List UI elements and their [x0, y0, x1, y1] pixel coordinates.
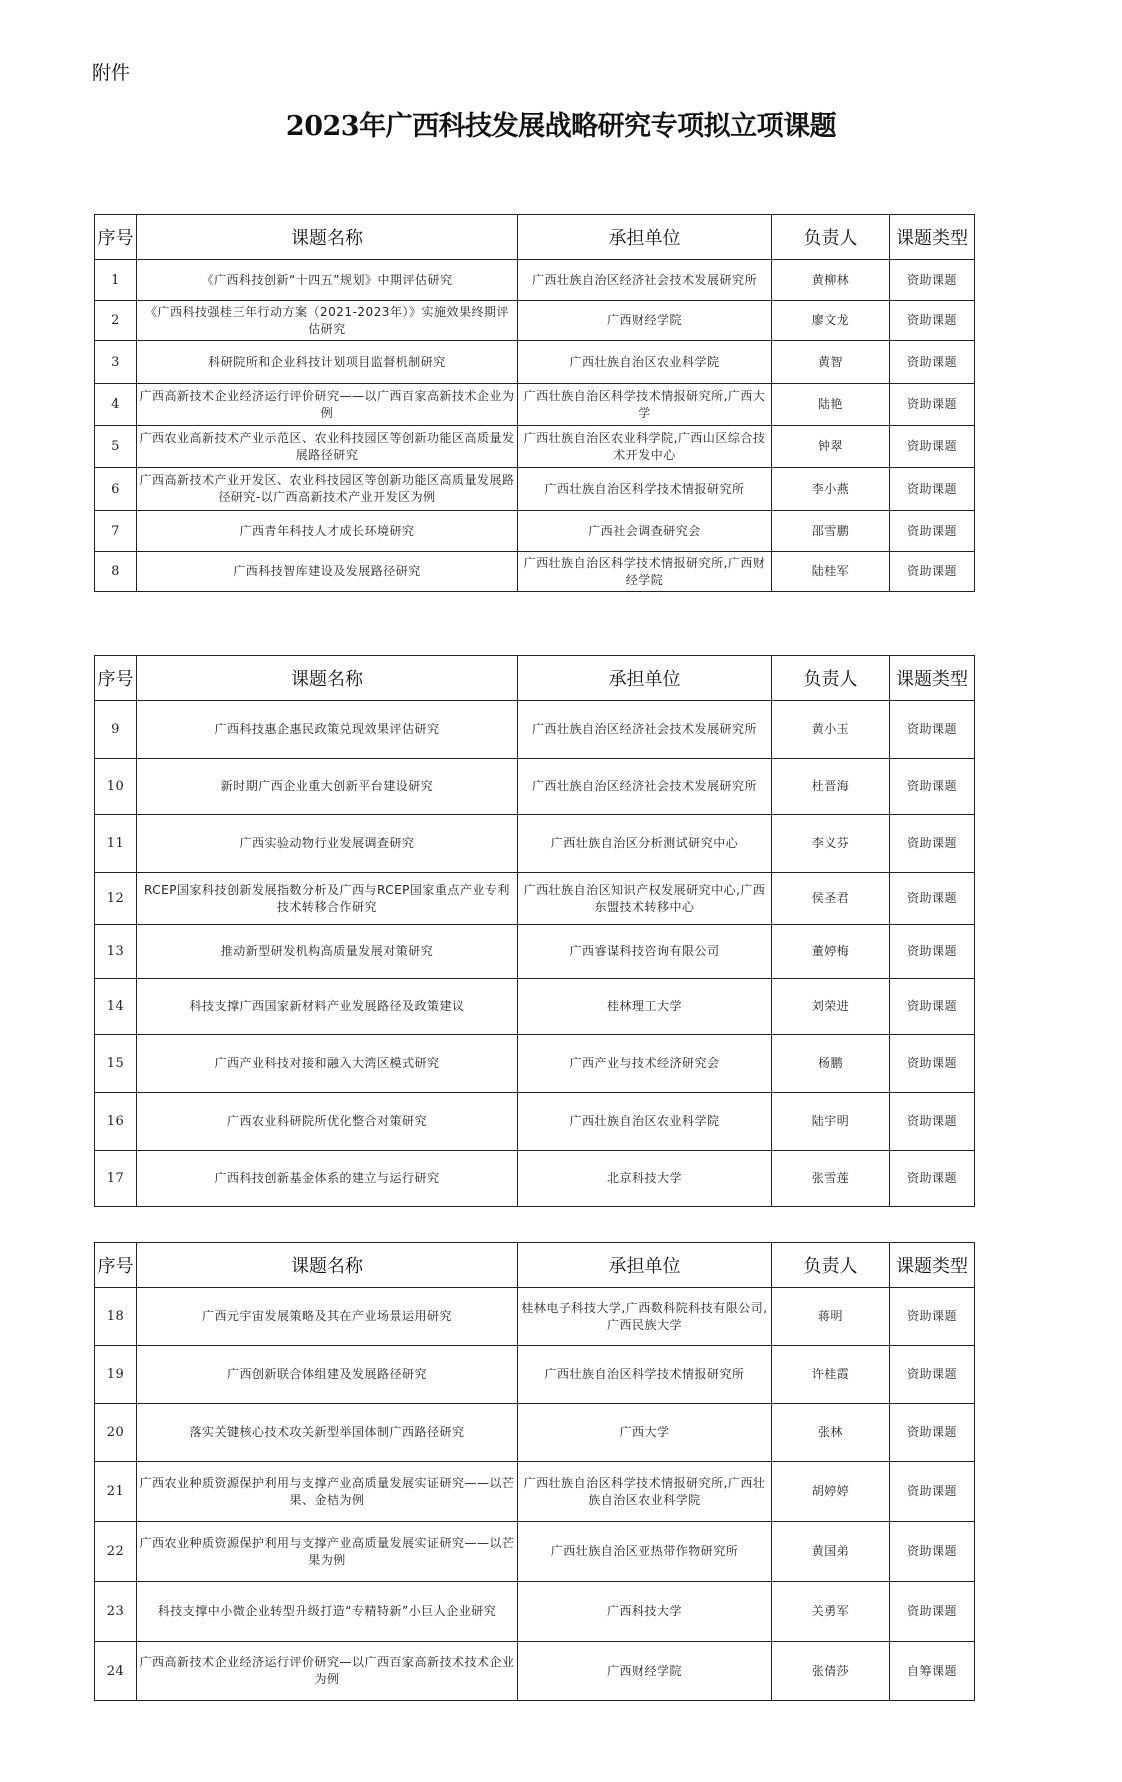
row-number: 10: [95, 759, 137, 815]
project-name: 科技支撑中小微企业转型升级打造“专精特新”小巨人企业研究: [137, 1582, 518, 1642]
project-type: 资助课题: [890, 1035, 975, 1093]
project-table-3: [94, 1242, 975, 1701]
table-row: [95, 759, 975, 815]
project-name: 广西农业种质资源保护利用与支撑产业高质量发展实证研究——以芒果、金桔为例: [137, 1462, 518, 1522]
table-row: [95, 1346, 975, 1404]
header-name: 课题名称: [137, 656, 518, 701]
project-type: 自筹课题: [890, 1642, 975, 1701]
row-number: 5: [95, 426, 137, 468]
row-number: 18: [95, 1288, 137, 1346]
project-leader: 黄国弟: [772, 1522, 890, 1582]
project-unit: 广西财经学院: [518, 1642, 772, 1701]
row-number: 7: [95, 511, 137, 552]
project-unit: 桂林电子科技大学,广西数科院科技有限公司,广西民族大学: [518, 1288, 772, 1346]
row-number: 20: [95, 1404, 137, 1462]
project-type: 资助课题: [890, 552, 975, 592]
project-leader: 蒋明: [772, 1288, 890, 1346]
project-unit: 广西壮族自治区经济社会技术发展研究所: [518, 759, 772, 815]
project-type: 资助课题: [890, 1404, 975, 1462]
header-unit: 承担单位: [518, 1243, 772, 1288]
project-leader: 陆桂军: [772, 552, 890, 592]
project-type: 资助课题: [890, 511, 975, 552]
row-number: 6: [95, 468, 137, 511]
project-leader: 黄智: [772, 341, 890, 384]
project-name: 科技支撑广西国家新材料产业发展路径及政策建议: [137, 979, 518, 1035]
table-row: [95, 1151, 975, 1207]
row-number: 15: [95, 1035, 137, 1093]
header-leader: 负责人: [772, 656, 890, 701]
project-unit: 广西壮族自治区科学技术情报研究所: [518, 1346, 772, 1404]
row-number: 14: [95, 979, 137, 1035]
project-leader: 黄柳林: [772, 260, 890, 301]
project-unit: 广西壮族自治区分析测试研究中心: [518, 815, 772, 873]
project-unit: 广西财经学院: [518, 301, 772, 341]
table-row: [95, 1288, 975, 1346]
project-unit: 广西社会调查研究会: [518, 511, 772, 552]
project-type: 资助课题: [890, 384, 975, 426]
table-row: [95, 1093, 975, 1151]
project-type: 资助课题: [890, 1462, 975, 1522]
project-name: 《广西科技强桂三年行动方案（2021-2023年）》实施效果终期评估研究: [137, 301, 518, 341]
header-no: 序号: [95, 656, 137, 701]
row-number: 24: [95, 1642, 137, 1701]
project-leader: 张林: [772, 1404, 890, 1462]
row-number: 4: [95, 384, 137, 426]
project-unit: 广西壮族自治区知识产权发展研究中心,广西东盟技术转移中心: [518, 873, 772, 925]
project-name: 广西元宇宙发展策略及其在产业场景运用研究: [137, 1288, 518, 1346]
table-row: [95, 1404, 975, 1462]
row-number: 8: [95, 552, 137, 592]
table-row: [95, 1035, 975, 1093]
table-row: [95, 979, 975, 1035]
project-unit: 广西壮族自治区农业科学院,广西山区综合技术开发中心: [518, 426, 772, 468]
project-unit: 广西壮族自治区科学技术情报研究所: [518, 468, 772, 511]
project-type: 资助课题: [890, 301, 975, 341]
header-type: 课题类型: [890, 656, 975, 701]
project-leader: 邵雪鹏: [772, 511, 890, 552]
table-row: [95, 701, 975, 759]
project-type: 资助课题: [890, 1522, 975, 1582]
project-name: 广西实验动物行业发展调查研究: [137, 815, 518, 873]
table-row: [95, 552, 975, 592]
project-type: 资助课题: [890, 701, 975, 759]
project-type: 资助课题: [890, 468, 975, 511]
project-type: 资助课题: [890, 341, 975, 384]
project-leader: 陆宇明: [772, 1093, 890, 1151]
row-number: 23: [95, 1582, 137, 1642]
header-unit: 承担单位: [518, 215, 772, 260]
project-name: 推动新型研发机构高质量发展对策研究: [137, 925, 518, 979]
table-row: [95, 384, 975, 426]
project-name: 广西高新技术产业开发区、农业科技园区等创新功能区高质量发展路径研究-以广西高新技术产业开发区为例: [137, 468, 518, 511]
table-row: [95, 1522, 975, 1582]
row-number: 1: [95, 260, 137, 301]
table-row: [95, 1462, 975, 1522]
project-name: 科研院所和企业科技计划项目监督机制研究: [137, 341, 518, 384]
project-leader: 董婷梅: [772, 925, 890, 979]
table-row: [95, 873, 975, 925]
project-unit: 广西科技大学: [518, 1582, 772, 1642]
project-name: 《广西科技创新“十四五”规划》中期评估研究: [137, 260, 518, 301]
project-unit: 广西壮族自治区农业科学院: [518, 1093, 772, 1151]
header-name: 课题名称: [137, 215, 518, 260]
table-row: [95, 1642, 975, 1701]
project-unit: 广西壮族自治区经济社会技术发展研究所: [518, 260, 772, 301]
project-name: 广西科技惠企惠民政策兑现效果评估研究: [137, 701, 518, 759]
row-number: 19: [95, 1346, 137, 1404]
project-leader: 杨鹏: [772, 1035, 890, 1093]
project-name: 落实关键核心技术攻关新型举国体制广西路径研究: [137, 1404, 518, 1462]
project-unit: 广西产业与技术经济研究会: [518, 1035, 772, 1093]
project-unit: 广西大学: [518, 1404, 772, 1462]
project-unit: 广西壮族自治区亚热带作物研究所: [518, 1522, 772, 1582]
project-name: 广西科技创新基金体系的建立与运行研究: [137, 1151, 518, 1207]
project-name: 广西农业高新技术产业示范区、农业科技园区等创新功能区高质量发展路径研究: [137, 426, 518, 468]
row-number: 9: [95, 701, 137, 759]
header-no: 序号: [95, 215, 137, 260]
table-row: [95, 1582, 975, 1642]
row-number: 22: [95, 1522, 137, 1582]
table-row: [95, 341, 975, 384]
row-number: 2: [95, 301, 137, 341]
project-type: 资助课题: [890, 979, 975, 1035]
project-unit: 广西壮族自治区经济社会技术发展研究所: [518, 701, 772, 759]
row-number: 12: [95, 873, 137, 925]
table-row: [95, 815, 975, 873]
row-number: 17: [95, 1151, 137, 1207]
header-name: 课题名称: [137, 1243, 518, 1288]
project-leader: 黄小玉: [772, 701, 890, 759]
header-unit: 承担单位: [518, 656, 772, 701]
project-table-1: [94, 214, 975, 592]
project-type: 资助课题: [890, 759, 975, 815]
table-row: [95, 511, 975, 552]
header-leader: 负责人: [772, 1243, 890, 1288]
header-row: [95, 215, 975, 260]
project-leader: 李义芬: [772, 815, 890, 873]
project-leader: 胡婷婷: [772, 1462, 890, 1522]
table-row: [95, 301, 975, 341]
project-unit: 广西睿谋科技咨询有限公司: [518, 925, 772, 979]
project-type: 资助课题: [890, 1346, 975, 1404]
project-leader: 廖文龙: [772, 301, 890, 341]
project-leader: 杜晋海: [772, 759, 890, 815]
project-leader: 关勇军: [772, 1582, 890, 1642]
project-unit: 桂林理工大学: [518, 979, 772, 1035]
header-type: 课题类型: [890, 215, 975, 260]
attachment-label: 附件: [92, 62, 131, 84]
project-name: 广西科技智库建设及发展路径研究: [137, 552, 518, 592]
row-number: 13: [95, 925, 137, 979]
header-no: 序号: [95, 1243, 137, 1288]
project-unit: 广西壮族自治区科学技术情报研究所,广西壮族自治区农业科学院: [518, 1462, 772, 1522]
project-type: 资助课题: [890, 1288, 975, 1346]
project-leader: 张雪莲: [772, 1151, 890, 1207]
table-row: [95, 468, 975, 511]
header-leader: 负责人: [772, 215, 890, 260]
table-row: [95, 260, 975, 301]
project-type: 资助课题: [890, 1582, 975, 1642]
project-leader: 陆艳: [772, 384, 890, 426]
project-type: 资助课题: [890, 426, 975, 468]
project-leader: 刘荣进: [772, 979, 890, 1035]
project-leader: 侯圣君: [772, 873, 890, 925]
project-name: 广西农业科研院所优化整合对策研究: [137, 1093, 518, 1151]
project-type: 资助课题: [890, 925, 975, 979]
project-name: 广西青年科技人才成长环境研究: [137, 511, 518, 552]
project-table-2: [94, 655, 975, 1207]
project-unit: 广西壮族自治区农业科学院: [518, 341, 772, 384]
header-row: [95, 656, 975, 701]
project-name: 新时期广西企业重大创新平台建设研究: [137, 759, 518, 815]
row-number: 16: [95, 1093, 137, 1151]
project-leader: 钟翠: [772, 426, 890, 468]
project-leader: 李小燕: [772, 468, 890, 511]
row-number: 3: [95, 341, 137, 384]
document-title: 2023年广西科技发展战略研究专项拟立项课题: [285, 111, 837, 142]
project-type: 资助课题: [890, 815, 975, 873]
row-number: 11: [95, 815, 137, 873]
project-name: 广西高新技术企业经济运行评价研究——以广西百家高新技术企业为例: [137, 384, 518, 426]
project-name: 广西创新联合体组建及发展路径研究: [137, 1346, 518, 1404]
project-name: RCEP国家科技创新发展指数分析及广西与RCEP国家重点产业专利技术转移合作研究: [137, 873, 518, 925]
row-number: 21: [95, 1462, 137, 1522]
project-name: 广西产业科技对接和融入大湾区模式研究: [137, 1035, 518, 1093]
project-type: 资助课题: [890, 873, 975, 925]
project-unit: 北京科技大学: [518, 1151, 772, 1207]
project-type: 资助课题: [890, 260, 975, 301]
project-unit: 广西壮族自治区科学技术情报研究所,广西大学: [518, 384, 772, 426]
header-type: 课题类型: [890, 1243, 975, 1288]
header-row: [95, 1243, 975, 1288]
project-type: 资助课题: [890, 1093, 975, 1151]
project-leader: 许桂霞: [772, 1346, 890, 1404]
project-name: 广西农业种质资源保护利用与支撑产业高质量发展实证研究——以芒果为例: [137, 1522, 518, 1582]
project-unit: 广西壮族自治区科学技术情报研究所,广西财经学院: [518, 552, 772, 592]
table-row: [95, 426, 975, 468]
table-row: [95, 925, 975, 979]
project-name: 广西高新技术企业经济运行评价研究—以广西百家高新技术技术企业为例: [137, 1642, 518, 1701]
project-type: 资助课题: [890, 1151, 975, 1207]
project-leader: 张倩莎: [772, 1642, 890, 1701]
